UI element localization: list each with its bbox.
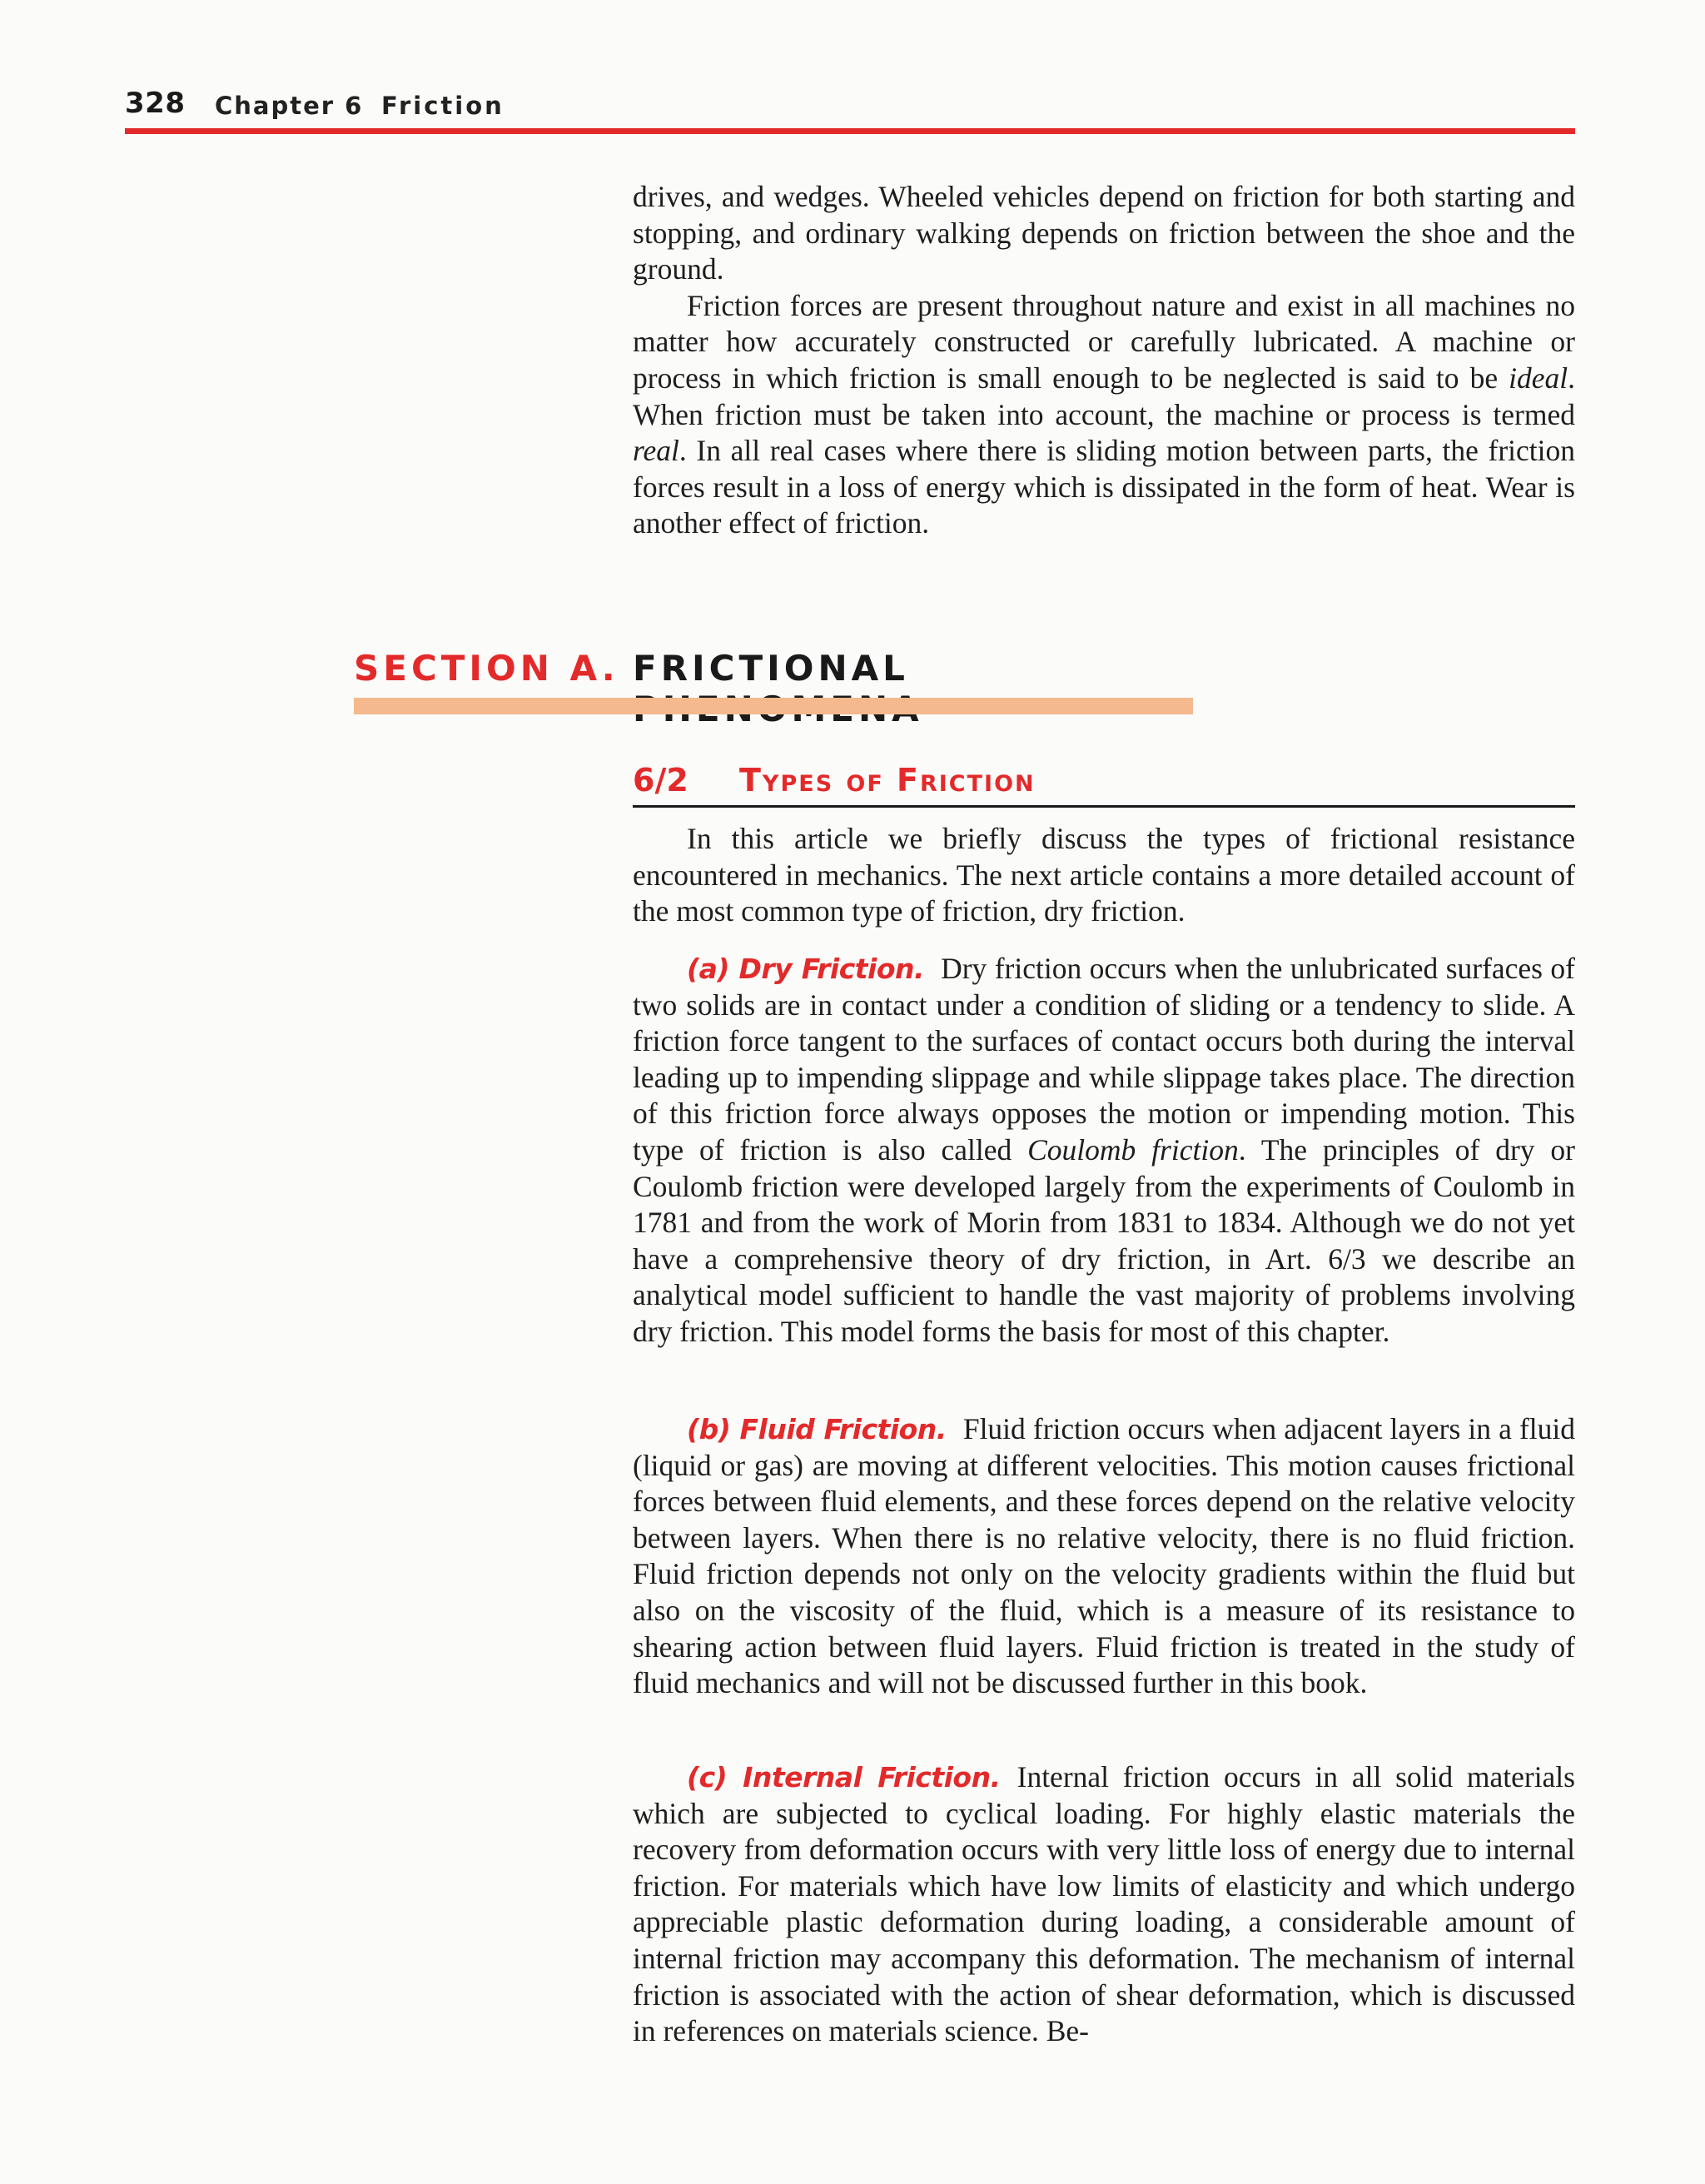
article-heading [633, 762, 1575, 810]
text-run: Dry friction occurs when the unlubricated surfaces of two solids are in contact under a condition of sliding or a tendency to slide. A friction force tangent to the surfaces of contact occurs both during the interval leading up to impending slippage and while slippage takes place. The direction of this friction force always opposes the motion or impending motion. This type of friction is also called [633, 952, 1575, 1167]
text-run: Fluid friction occurs when adjacent layers in a fluid (liquid or gas) are moving at different velocities. This motion causes frictional forces between fluid elements, and these forces depend on the relative velocity between layers. When there is no relative velocity, there is no fluid friction. Fluid friction depends not only on the velocity gradients within the fluid but also on the viscosity of the fluid, which is a measure of its resistance to shearing action between fluid layers. Fluid friction is treated in the study of fluid mechanics and will not be discussed further in this book. [633, 1412, 1575, 1700]
runin-heading: (c) Internal Friction. [687, 1761, 1001, 1793]
article-rule [633, 805, 1575, 808]
text-run: Internal friction occurs in all solid materials which are subjected to cyclical loading. For highly elastic materials the recovery from deformation occurs with very little loss of energy due to internal friction. For materials which have low limits of elasticity and which undergo appreciable plastic deformation during loading, a considerable amount of internal friction may accompany this deformation. The mechanism of internal friction is associated with the action of shear deformation, which is discussed in references on materials science. Be- [633, 1760, 1575, 2048]
paragraph [633, 1411, 1575, 1702]
chapter-title: Friction [381, 92, 505, 120]
paragraph [633, 1759, 1575, 2050]
article-title: Types of Friction [739, 762, 1036, 798]
section-bar [354, 698, 1193, 714]
page-number: 328 [125, 87, 186, 120]
fluid-friction-section [633, 1411, 1575, 1702]
text-run: Friction forces are present throughout nature and exist in all machines no matter how accurately constructed or carefully lubricated. A machine or process in which friction is small enough to be neglected is said to be [633, 288, 1575, 395]
intro-text [633, 821, 1575, 930]
opening-text [633, 179, 1575, 542]
text-run: . In all real cases where there is sliding motion between parts, the friction forces result in a loss of energy which is dissipated in the form of heat. Wear is another effect of friction. [633, 434, 1575, 540]
running-header [125, 80, 1575, 130]
article-number: 6/2 [633, 762, 688, 798]
chapter-label: Chapter 6 [215, 92, 364, 120]
dry-friction-section [633, 951, 1575, 1351]
text-run: . When friction must be taken into account, the machine or process is termed [633, 361, 1575, 431]
paragraph [633, 288, 1575, 542]
runin-heading: (a) Dry Friction. [687, 953, 925, 985]
section-heading [354, 648, 1195, 714]
section-title: FRICTIONAL [633, 648, 909, 689]
runin-heading: (b) Fluid Friction. [687, 1413, 947, 1445]
section-label: SECTION A. [354, 648, 619, 689]
emphasis-real: real [633, 434, 679, 468]
paragraph: drives, and wedges. Wheeled vehicles depend on friction for both starting and stopping, and ordinary walking depends on friction between the shoe and the ground. [633, 180, 1575, 286]
header-rule [125, 128, 1575, 134]
paragraph: In this article we briefly discuss the types of frictional resistance encountered in mechanics. The next article contains a more detailed account of the most common type of friction, dry friction. [633, 822, 1575, 928]
emphasis-coulomb: Coulomb friction [1027, 1132, 1239, 1167]
paragraph [633, 951, 1575, 1351]
emphasis-ideal: ideal [1509, 361, 1568, 395]
text-run: . The principles of dry or Coulomb friction were developed largely from the experiments of Coulomb in 1781 and from the work of Morin from 1831 to 1834. Although we do not yet have a comprehensive theory of dry friction, in Art. 6/3 we describe an analytical model sufficient to handle the vast majority of problems involving dry friction. This model forms the basis for most of this chapter. [633, 1132, 1576, 1348]
internal-friction-section [633, 1759, 1575, 2050]
